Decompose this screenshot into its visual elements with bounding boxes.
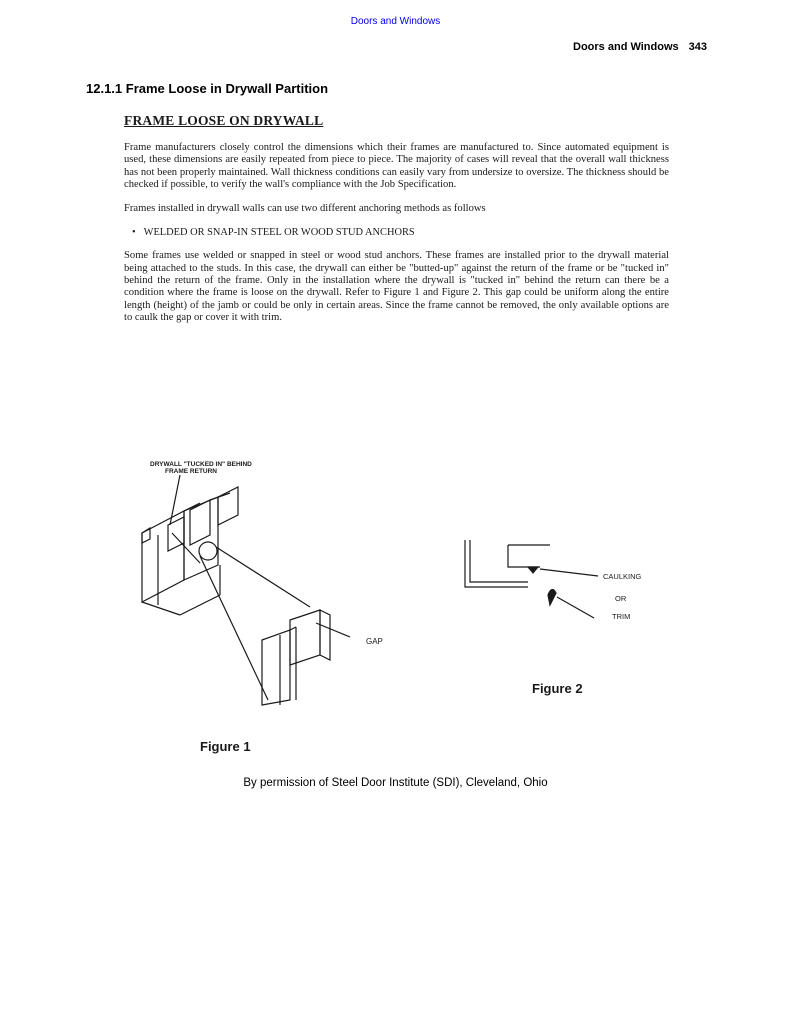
- trim-label: TRIM: [612, 612, 631, 621]
- scanned-text-block: [124, 113, 669, 336]
- credit-line: By permission of Steel Door Institute (SDI), Cleveland, Ohio: [243, 777, 548, 789]
- scan-paragraph-1: Frame manufacturers closely control the dimensions which their frames are manufactured to. Since automated equipment is used, these dimensions are easily repeated from piece to piece. The majority of cases will reveal that the overall wall thickness has not been properly maintained. Wall thickness conditions can easily vary from undersize to oversize. The thickness should be checked if possible, to verify the wall's compliance with the Job Specification.: [124, 142, 669, 190]
- gap-label: GAP: [366, 637, 383, 646]
- scan-paragraph-3: Some frames use welded or snapped in steel or wood stud anchors. These frames are installed prior to the drywall material being attached to the studs. In this case, the drywall can either be "butted-up" against the return of the frame or be "tucked in" behind the return of the frame. Only in the installation where the drywall is "tucked in" behind the return can there be a condition where the frame is loose on the drywall. Refer to Figure 1 and Figure 2. This gap could be uniform along the entire length (height) of the jamb or could be only in certain areas. Since the frame cannot be removed, the only available options are to caulk the gap or cover it with trim.: [124, 250, 669, 323]
- detail-circle: [199, 542, 217, 560]
- figure-2: [465, 540, 642, 696]
- scan-bullet: [132, 227, 669, 238]
- figure-1-caption: Figure 1: [200, 739, 251, 754]
- section-title: 12.1.1 Frame Loose in Drywall Partition: [86, 81, 329, 96]
- running-header: [573, 41, 707, 53]
- figures-drawing: [120, 455, 642, 765]
- bullet-icon: •: [132, 227, 136, 239]
- figure-1: [142, 461, 383, 754]
- gap-leader-line: [316, 623, 350, 637]
- detail-line-lower: [200, 556, 268, 700]
- trim-leader-line: [557, 597, 594, 618]
- scan-bullet-text: WELDED OR SNAP-IN STEEL OR WOOD STUD ANCHORS: [143, 227, 415, 239]
- frame-iso-icon: [142, 487, 310, 700]
- detail-line-upper: [216, 547, 310, 607]
- top-link[interactable]: Doors and Windows: [350, 16, 441, 27]
- scan-paragraph-2: Frames installed in drywall walls can use two different anchoring methods as follows: [124, 203, 486, 215]
- header-title: Doors and Windows: [573, 41, 679, 53]
- jamb-detail-icon: [262, 610, 350, 705]
- frame-section-icon: [465, 540, 556, 605]
- caulking-leader-line: [540, 569, 598, 576]
- or-label: OR: [615, 594, 627, 603]
- figure-1-label-line1: DRYWALL "TUCKED IN" BEHIND: [150, 461, 252, 468]
- caulking-label: CAULKING: [603, 572, 642, 581]
- figure-2-caption: Figure 2: [532, 681, 583, 696]
- page-number: 343: [688, 41, 707, 53]
- figure-1-label-line2: FRAME RETURN: [165, 468, 217, 475]
- scan-heading: FRAME LOOSE ON DRYWALL: [124, 113, 324, 128]
